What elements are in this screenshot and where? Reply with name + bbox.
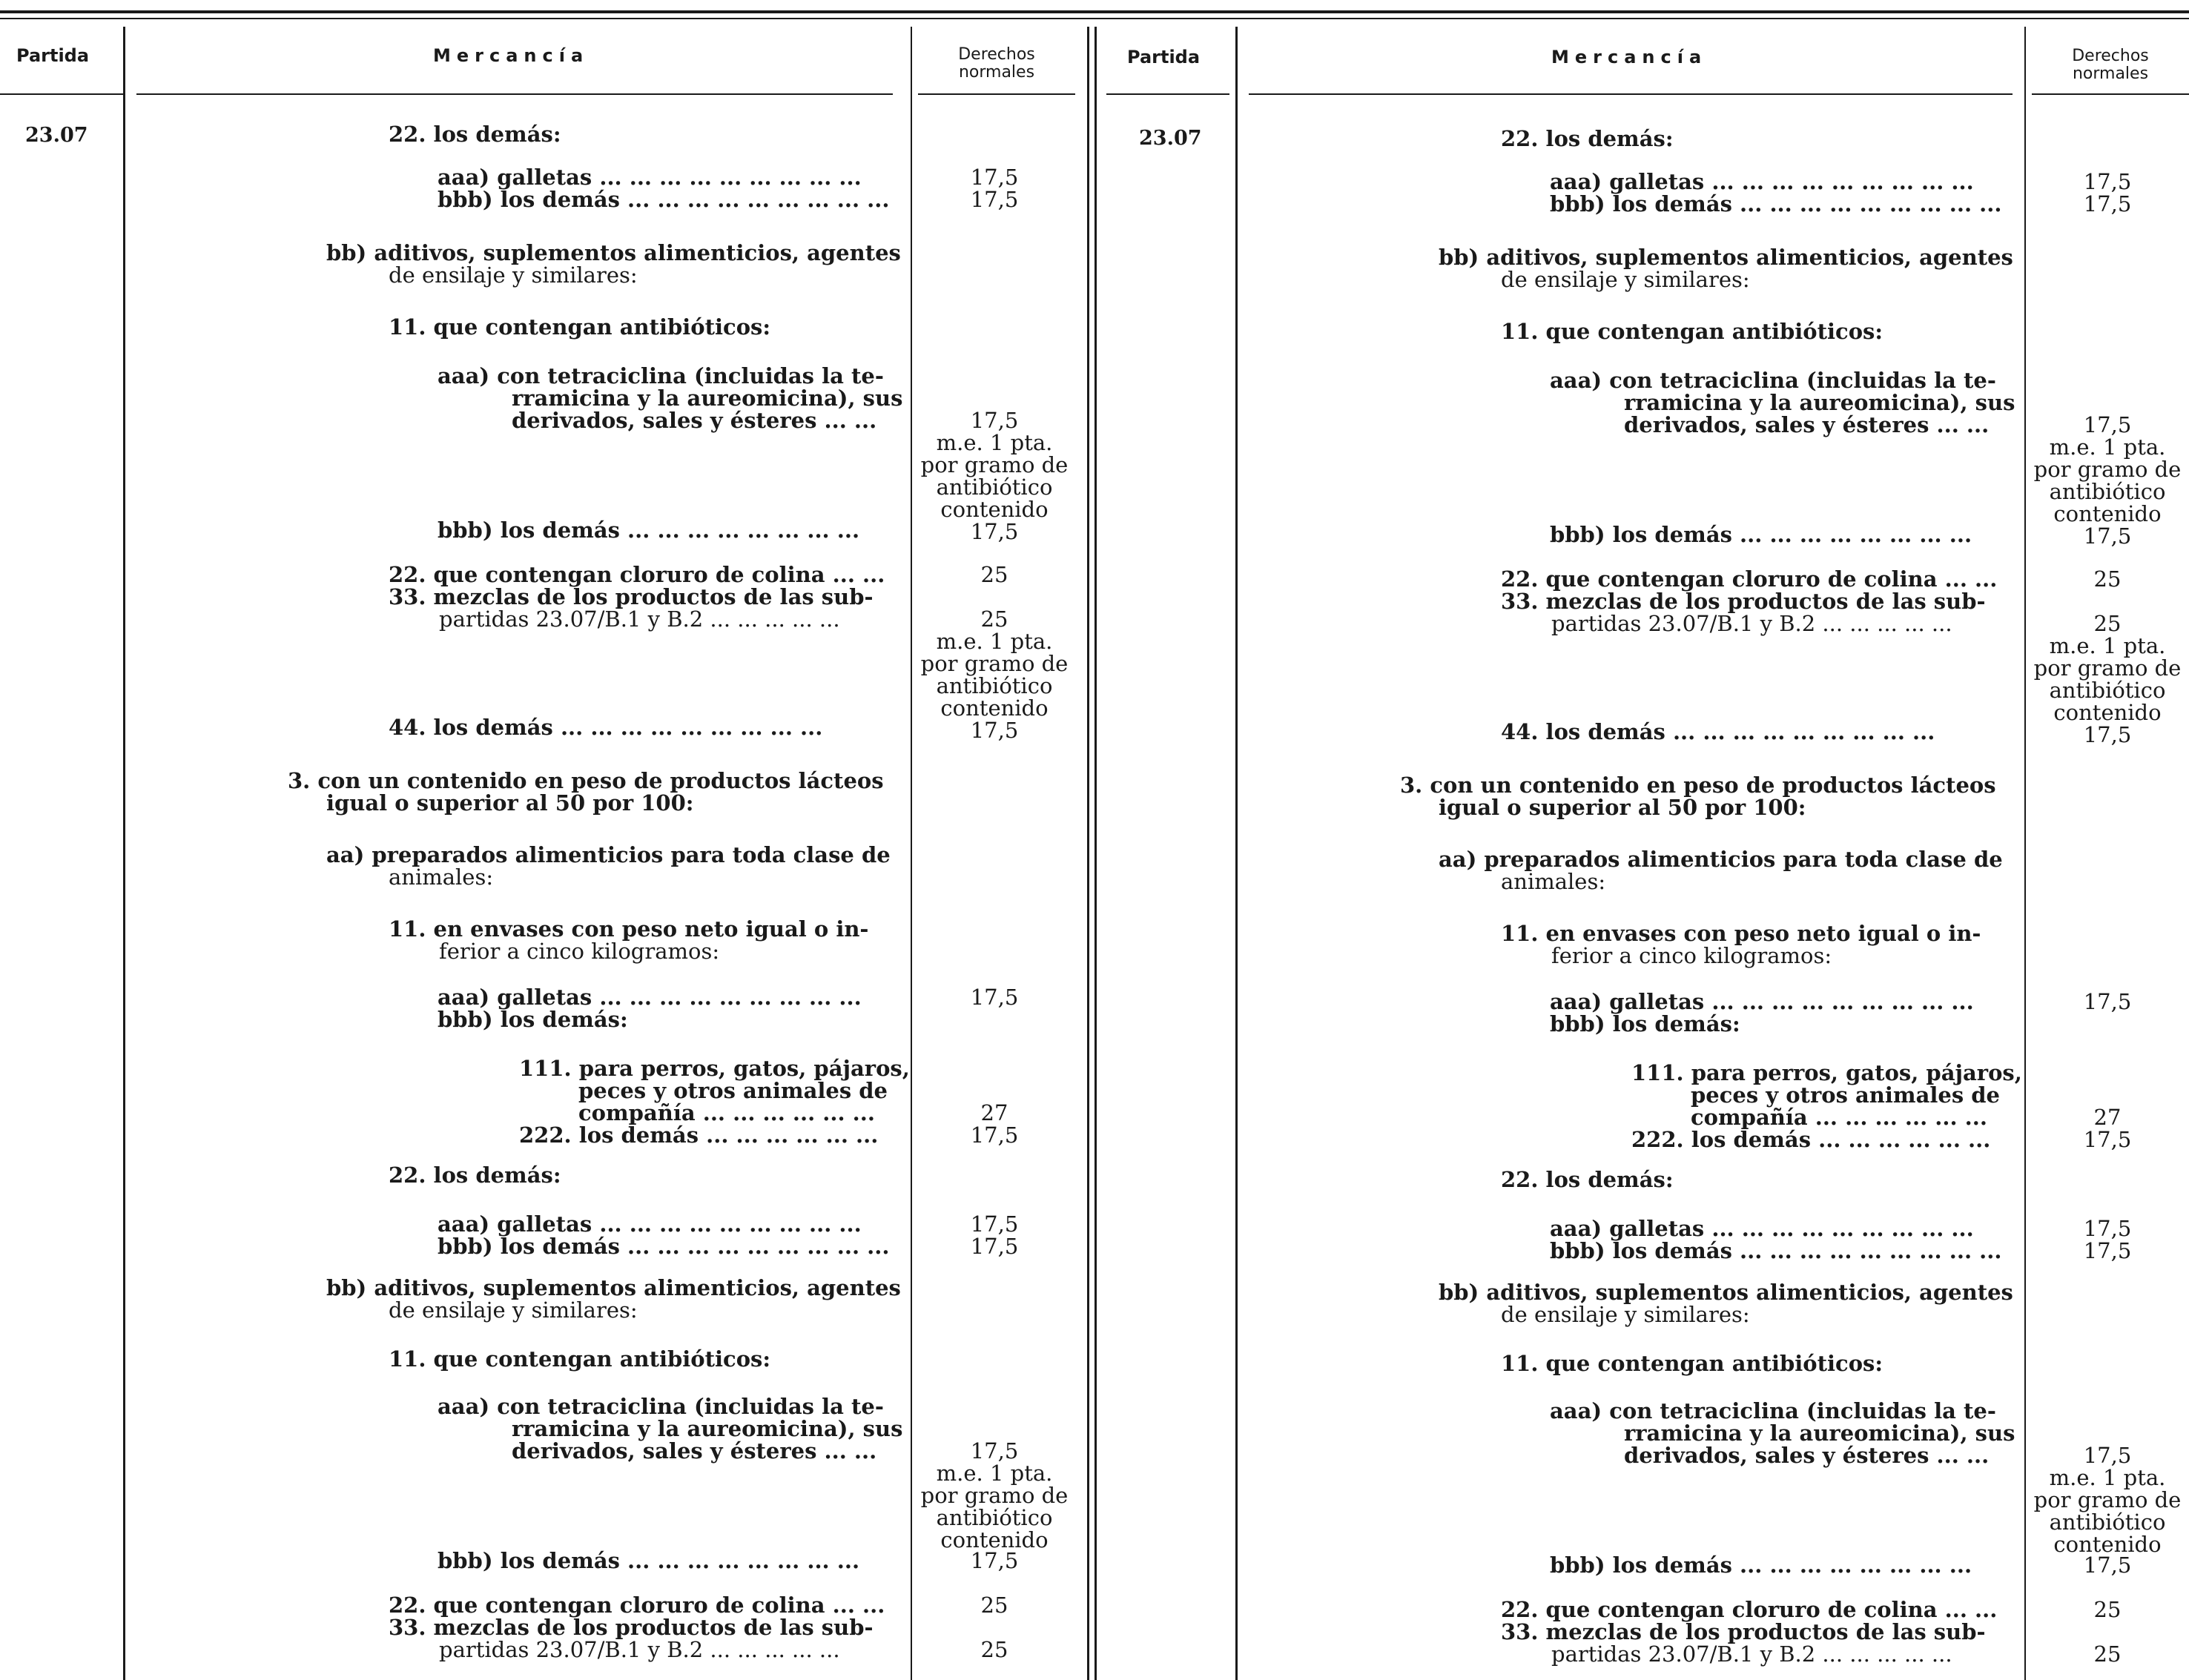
header-partida-right: Partida <box>1127 47 1201 67</box>
left-line-38: partidas 23.07/B.1 y B.2 ... ... ... ... ... <box>439 1637 840 1662</box>
left-line-11: 33. mezclas de los productos de las sub- <box>389 584 874 609</box>
right-line-14: 3. con un contenido en peso de productos lácteos <box>1400 773 1996 798</box>
right-line-6: aaa) con tetraciclina (incluidas la te- <box>1550 368 1996 393</box>
right-line-18: 11. en envases con peso neto igual o in- <box>1501 921 1981 946</box>
right-line-37: 33. mezclas de los productos de las sub- <box>1501 1619 1986 1644</box>
right-line-11: 33. mezclas de los productos de las sub- <box>1501 589 1986 614</box>
left-duty-value-4: por gramo de <box>920 452 1069 477</box>
left-line-30: de ensilaje y similares: <box>389 1297 638 1323</box>
right-line-33: rramicina y la aureomicina), sus <box>1624 1421 2015 1446</box>
partida-value-right: 23.07 <box>1139 127 1202 150</box>
right-duty-value-21: m.e. 1 pta. <box>2049 1465 2166 1490</box>
left-duty-value-18: 17,5 <box>970 1211 1019 1237</box>
left-duty-value-16: 27 <box>980 1100 1008 1125</box>
left-line-17: animales: <box>389 864 494 890</box>
left-duty-value-19: 17,5 <box>970 1234 1019 1259</box>
right-duty-value-6: contenido <box>2053 501 2162 526</box>
right-duty-value-8: 25 <box>2093 566 2122 592</box>
right-line-26: 22. los demás: <box>1501 1167 1674 1192</box>
left-line-7: rramicina y la aureomicina), sus <box>512 386 903 411</box>
left-line-33: rramicina y la aureomicina), sus <box>512 1416 903 1441</box>
right-duty-value-0: 17,5 <box>2083 169 2132 194</box>
hdr-underline-mercancia-right <box>1249 93 2013 95</box>
left-duty-value-7: 17,5 <box>970 519 1019 544</box>
right-duty-value-12: antibiótico <box>2049 678 2166 703</box>
left-duty-value-3: m.e. 1 pta. <box>936 430 1053 455</box>
hdr-underline-derechos-right <box>2032 93 2189 95</box>
right-line-22: 111. para perros, gatos, pájaros, <box>1631 1060 2022 1085</box>
right-duty-value-1: 17,5 <box>2083 191 2132 216</box>
top-rule <box>0 10 2189 13</box>
right-line-8: derivados, sales y ésteres ... ... <box>1624 412 1990 437</box>
left-duty-value-5: antibiótico <box>936 474 1053 500</box>
right-duty-value-3: m.e. 1 pta. <box>2049 434 2166 460</box>
left-line-18: 11. en envases con peso neto igual o in- <box>389 916 869 942</box>
left-line-23: peces y otros animales de <box>578 1078 888 1103</box>
left-line-16: aa) preparados alimenticios para toda clase de <box>326 842 891 867</box>
right-duty-value-10: m.e. 1 pta. <box>2049 633 2166 658</box>
right-line-23: peces y otros animales de <box>1691 1082 2000 1108</box>
right-line-29: bb) aditivos, suplementos alimenticios, agentes <box>1439 1280 2013 1305</box>
right-duty-value-19: 17,5 <box>2083 1238 2132 1263</box>
right-duty-value-20: 17,5 <box>2083 1443 2132 1468</box>
left-duty-value-20: 17,5 <box>970 1438 1019 1464</box>
right-duty-value-23: antibiótico <box>2049 1509 2166 1535</box>
header-derechos-left: Derechos <box>958 45 1035 64</box>
right-line-17: animales: <box>1501 869 1606 894</box>
partida-value-left: 23.07 <box>25 124 88 147</box>
left-duty-value-11: por gramo de <box>920 651 1069 676</box>
left-line-32: aaa) con tetraciclina (incluidas la te- <box>438 1394 884 1419</box>
right-line-10: 22. que contengan cloruro de colina ... ... <box>1501 566 1998 592</box>
right-duty-value-22: por gramo de <box>2033 1487 2182 1512</box>
left-line-25: 222. los demás ... ... ... ... ... ... <box>519 1122 879 1148</box>
center-double-rule-a <box>1087 27 1089 1680</box>
left-line-3: bb) aditivos, suplementos alimenticios, agentes <box>326 240 901 265</box>
col-sep-partida-right <box>1235 27 1238 1680</box>
left-line-28: bbb) los demás ... ... ... ... ... ... ... ... ... <box>438 1234 890 1259</box>
right-line-2: bbb) los demás ... ... ... ... ... ... ... ... ... <box>1550 191 2002 216</box>
right-duty-value-13: contenido <box>2053 700 2162 725</box>
left-duty-value-0: 17,5 <box>970 165 1019 190</box>
right-line-16: aa) preparados alimenticios para toda clase de <box>1439 847 2003 872</box>
left-line-6: aaa) con tetraciclina (incluidas la te- <box>438 363 884 388</box>
left-duty-value-24: contenido <box>940 1527 1049 1552</box>
left-line-21: bbb) los demás: <box>438 1007 628 1032</box>
col-sep-derechos-right <box>2024 27 2026 1680</box>
right-line-36: 22. que contengan cloruro de colina ... ... <box>1501 1597 1998 1622</box>
left-duty-value-22: por gramo de <box>920 1483 1069 1508</box>
right-line-1: aaa) galletas ... ... ... ... ... ... ... ... ... <box>1550 169 1974 194</box>
right-duty-value-11: por gramo de <box>2033 655 2182 681</box>
left-duty-value-15: 17,5 <box>970 985 1019 1010</box>
left-line-0: 22. los demás: <box>389 122 561 147</box>
right-line-27: aaa) galletas ... ... ... ... ... ... ... ... ... <box>1550 1216 1974 1241</box>
header-mercancia-left: Mercancía <box>433 45 590 66</box>
left-line-15: igual o superior al 50 por 100: <box>326 790 694 816</box>
right-duty-value-27: 25 <box>2093 1641 2122 1667</box>
top-rule-thin <box>0 18 2189 19</box>
left-duty-value-6: contenido <box>940 497 1049 522</box>
right-line-4: de ensilaje y similares: <box>1501 267 1750 292</box>
left-line-26: 22. los demás: <box>389 1163 561 1188</box>
left-duty-value-25: 17,5 <box>970 1548 1019 1573</box>
right-duty-value-14: 17,5 <box>2083 722 2132 747</box>
left-line-2: bbb) los demás ... ... ... ... ... ... ... ... ... <box>438 187 890 212</box>
left-line-24: compañía ... ... ... ... ... ... <box>578 1100 875 1125</box>
left-duty-value-1: 17,5 <box>970 187 1019 212</box>
left-line-36: 22. que contengan cloruro de colina ... ... <box>389 1593 885 1618</box>
left-line-22: 111. para perros, gatos, pájaros, <box>519 1056 910 1081</box>
left-line-19: ferior a cinco kilogramos: <box>439 939 720 964</box>
header-normales-left: normales <box>958 63 1035 82</box>
left-duty-value-10: m.e. 1 pta. <box>936 629 1053 654</box>
left-line-35: bbb) los demás ... ... ... ... ... ... ... ... <box>438 1548 860 1573</box>
right-line-30: de ensilaje y similares: <box>1501 1302 1750 1327</box>
header-mercancia-right: Mercancía <box>1551 47 1708 67</box>
left-duty-value-17: 17,5 <box>970 1122 1019 1148</box>
left-duty-value-23: antibiótico <box>936 1505 1053 1530</box>
right-line-0: 22. los demás: <box>1501 126 1674 151</box>
right-line-9: bbb) los demás ... ... ... ... ... ... ... ... <box>1550 522 1972 547</box>
right-line-24: compañía ... ... ... ... ... ... <box>1691 1105 1987 1130</box>
right-duty-value-7: 17,5 <box>2083 523 2132 549</box>
right-line-3: bb) aditivos, suplementos alimenticios, agentes <box>1439 245 2013 270</box>
left-line-34: derivados, sales y ésteres ... ... <box>512 1438 877 1464</box>
left-line-13: 44. los demás ... ... ... ... ... ... ... ... ... <box>389 715 823 740</box>
right-duty-value-17: 17,5 <box>2083 1127 2132 1152</box>
left-line-29: bb) aditivos, suplementos alimenticios, agentes <box>326 1275 901 1300</box>
left-duty-value-8: 25 <box>980 562 1008 587</box>
header-normales-right: normales <box>2072 65 2149 83</box>
right-line-19: ferior a cinco kilogramos: <box>1551 943 1832 968</box>
right-duty-value-4: por gramo de <box>2033 457 2182 482</box>
left-line-8: derivados, sales y ésteres ... ... <box>512 408 877 433</box>
left-line-9: bbb) los demás ... ... ... ... ... ... ... ... <box>438 517 860 543</box>
left-line-5: 11. que contengan antibióticos: <box>389 314 771 340</box>
left-duty-value-12: antibiótico <box>936 673 1053 698</box>
col-sep-partida-left <box>123 27 125 1680</box>
right-duty-value-9: 25 <box>2093 611 2122 636</box>
right-line-5: 11. que contengan antibióticos: <box>1501 319 1883 344</box>
right-duty-value-15: 17,5 <box>2083 989 2132 1014</box>
right-line-7: rramicina y la aureomicina), sus <box>1624 390 2015 415</box>
right-line-12: partidas 23.07/B.1 y B.2 ... ... ... ... ... <box>1551 611 1952 636</box>
col-sep-derechos-left <box>911 27 912 1680</box>
left-duty-value-27: 25 <box>980 1637 1008 1662</box>
right-line-21: bbb) los demás: <box>1550 1011 1740 1036</box>
right-line-25: 222. los demás ... ... ... ... ... ... <box>1631 1127 1991 1152</box>
left-line-31: 11. que contengan antibióticos: <box>389 1346 771 1372</box>
header-derechos-right: Derechos <box>2072 47 2149 65</box>
right-line-13: 44. los demás ... ... ... ... ... ... ... ... ... <box>1501 719 1935 744</box>
left-line-12: partidas 23.07/B.1 y B.2 ... ... ... ... ... <box>439 606 840 632</box>
right-line-32: aaa) con tetraciclina (incluidas la te- <box>1550 1398 1996 1423</box>
hdr-underline-derechos-left <box>918 93 1075 95</box>
right-duty-value-2: 17,5 <box>2083 412 2132 437</box>
hdr-underline-mercancia-left <box>136 93 893 95</box>
left-line-20: aaa) galletas ... ... ... ... ... ... ... ... ... <box>438 985 862 1010</box>
header-partida-left: Partida <box>16 45 90 66</box>
hdr-underline-partida-right <box>1106 93 1229 95</box>
right-line-28: bbb) los demás ... ... ... ... ... ... ... ... ... <box>1550 1238 2002 1263</box>
right-line-38: partidas 23.07/B.1 y B.2 ... ... ... ... ... <box>1551 1641 1952 1667</box>
right-duty-value-26: 25 <box>2093 1597 2122 1622</box>
right-line-20: aaa) galletas ... ... ... ... ... ... ... ... ... <box>1550 989 1974 1014</box>
right-line-15: igual o superior al 50 por 100: <box>1439 795 1806 820</box>
left-line-27: aaa) galletas ... ... ... ... ... ... ... ... ... <box>438 1211 862 1237</box>
right-duty-value-18: 17,5 <box>2083 1216 2132 1241</box>
left-line-10: 22. que contengan cloruro de colina ... ... <box>389 562 885 587</box>
right-duty-value-5: antibiótico <box>2049 479 2166 504</box>
right-line-35: bbb) los demás ... ... ... ... ... ... ... ... <box>1550 1552 1972 1578</box>
right-line-31: 11. que contengan antibióticos: <box>1501 1351 1883 1376</box>
left-line-1: aaa) galletas ... ... ... ... ... ... ... ... ... <box>438 165 862 190</box>
right-duty-value-25: 17,5 <box>2083 1552 2132 1578</box>
center-double-rule-b <box>1094 27 1097 1680</box>
hdr-underline-partida-left <box>0 93 123 95</box>
right-duty-value-16: 27 <box>2093 1105 2122 1130</box>
left-duty-value-2: 17,5 <box>970 408 1019 433</box>
left-line-14: 3. con un contenido en peso de productos lácteos <box>288 768 884 793</box>
right-duty-value-24: contenido <box>2053 1532 2162 1557</box>
left-line-4: de ensilaje y similares: <box>389 262 638 288</box>
left-duty-value-14: 17,5 <box>970 718 1019 743</box>
left-duty-value-9: 25 <box>980 606 1008 632</box>
left-duty-value-26: 25 <box>980 1593 1008 1618</box>
left-line-37: 33. mezclas de los productos de las sub- <box>389 1615 874 1640</box>
left-duty-value-13: contenido <box>940 695 1049 721</box>
right-line-34: derivados, sales y ésteres ... ... <box>1624 1443 1990 1468</box>
left-duty-value-21: m.e. 1 pta. <box>936 1461 1053 1486</box>
